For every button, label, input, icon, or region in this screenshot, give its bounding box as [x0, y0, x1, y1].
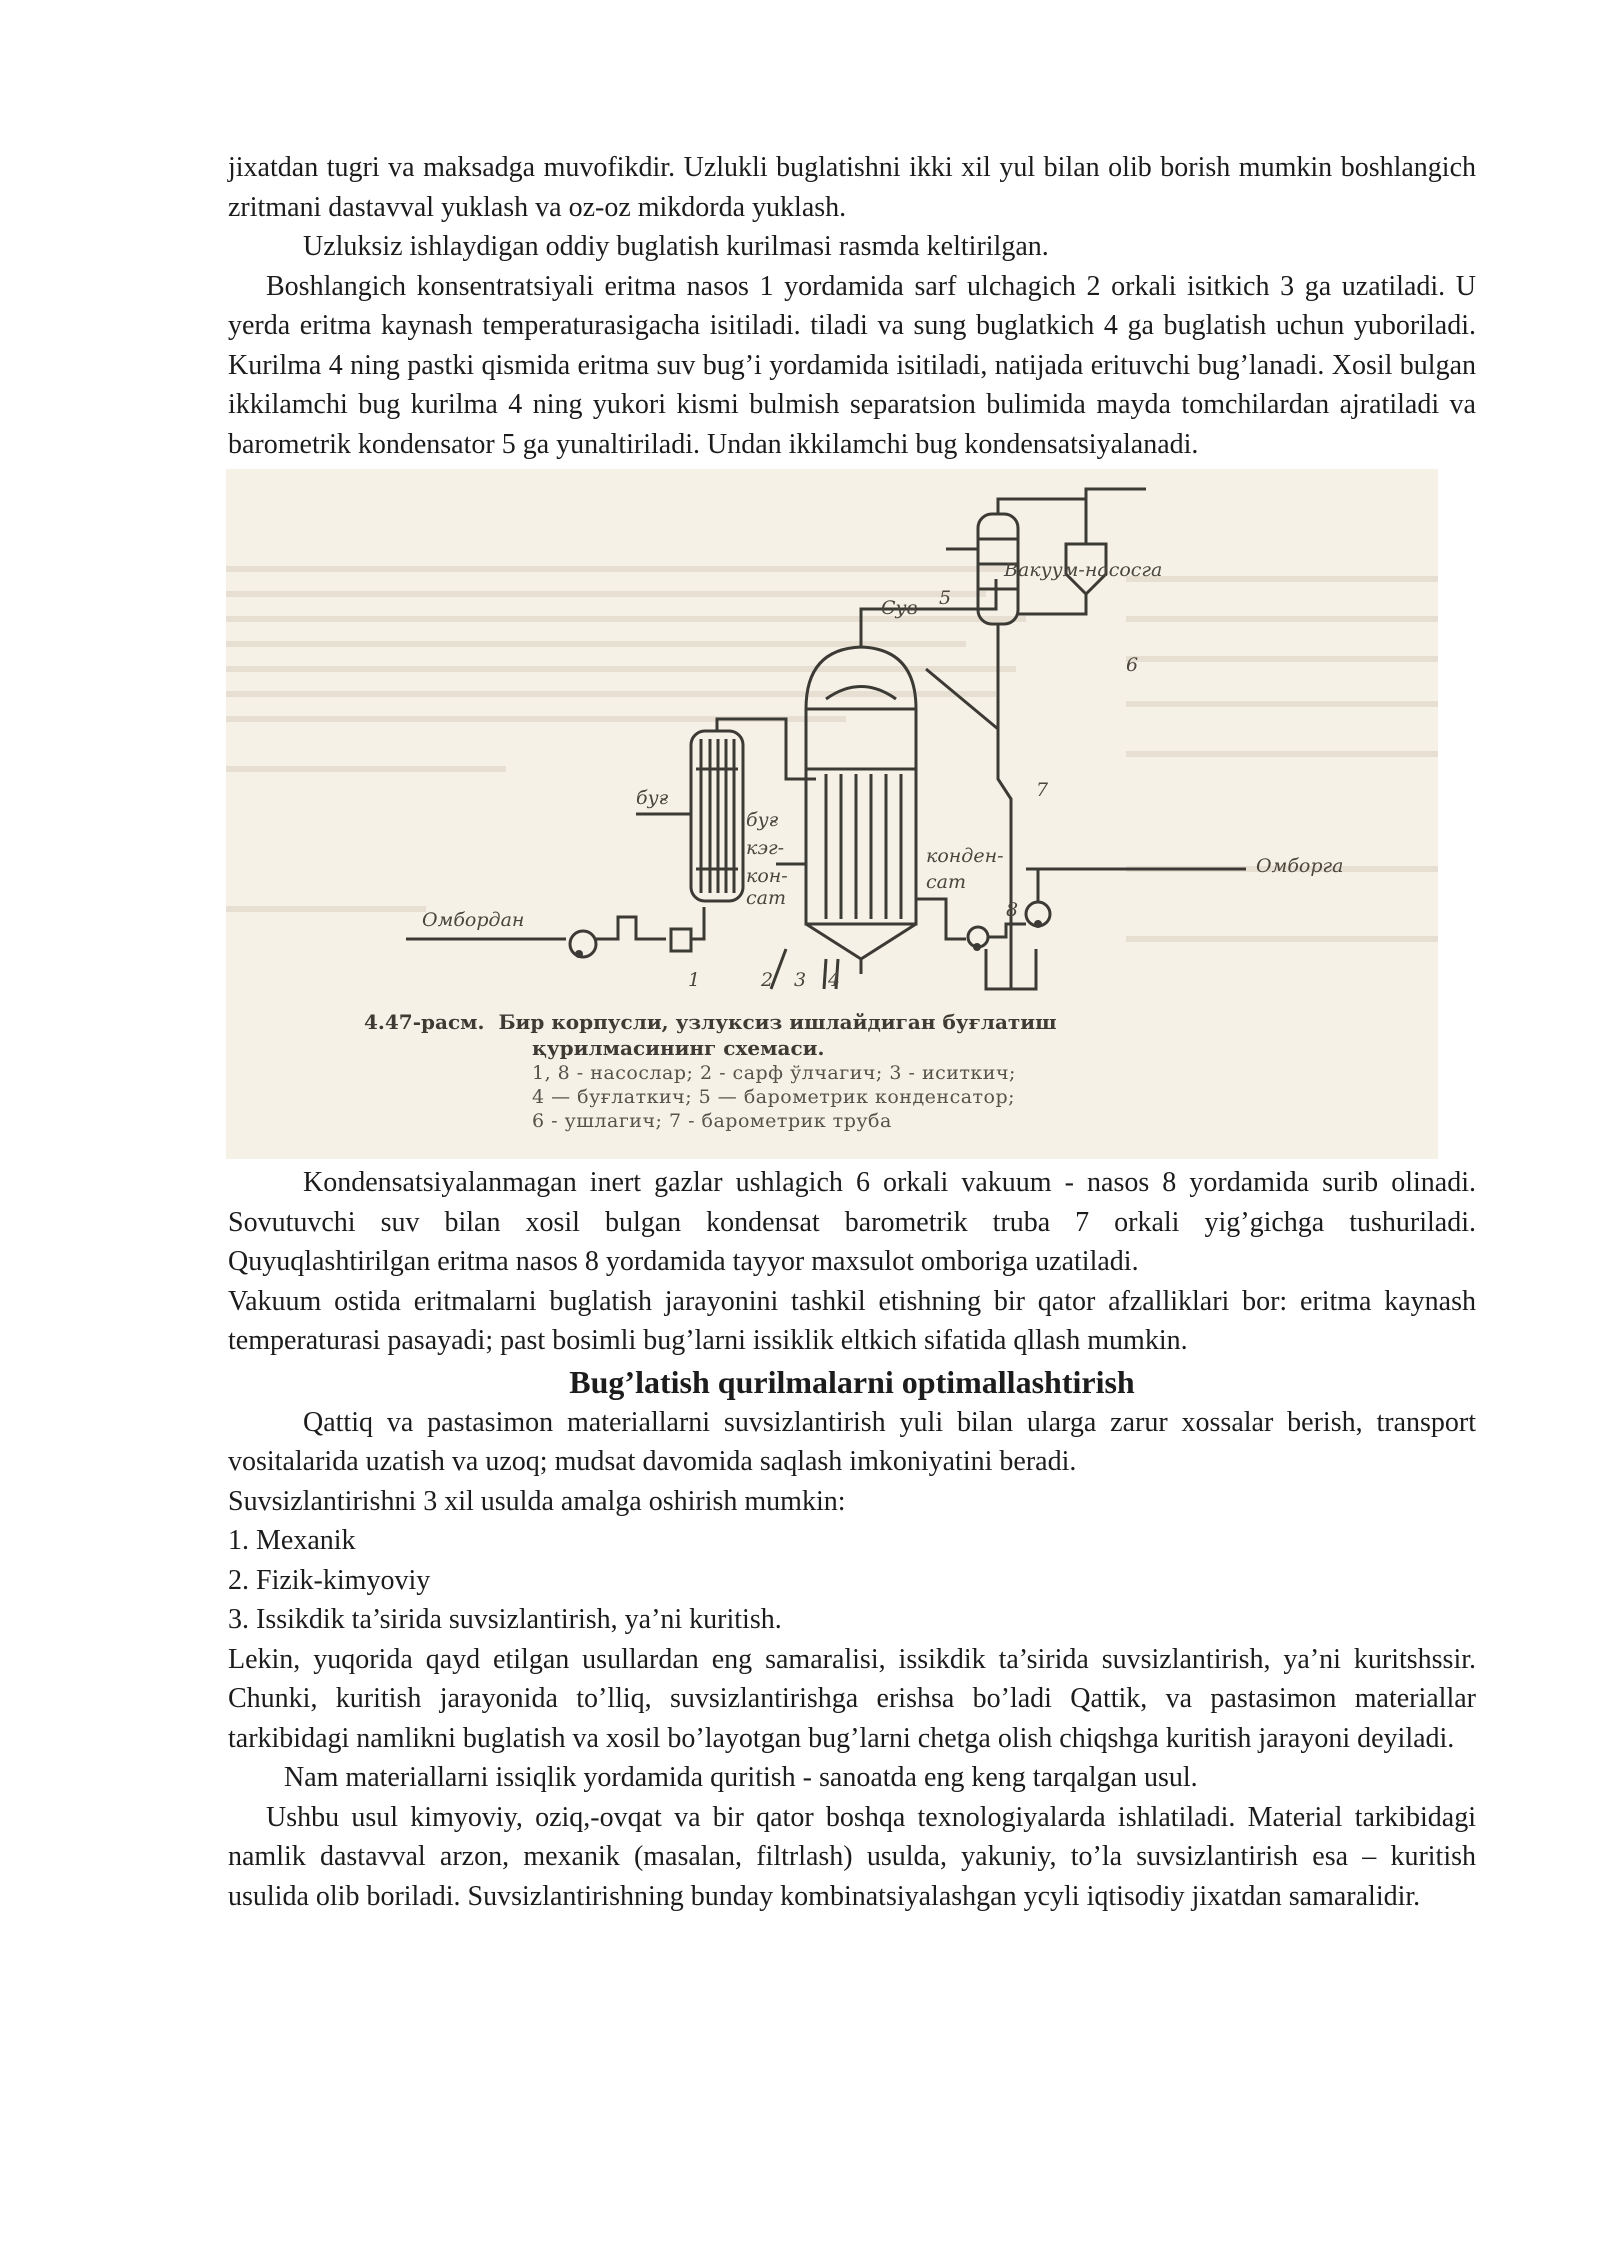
list-item: 3. Issikdik ta’sirida suvsizlantirish, ya’ni kuritish. [228, 1604, 782, 1635]
label-number-7: 7 [1036, 779, 1049, 801]
paragraph-process-description: Boshlangich konsentratsiyali eritma nasos 1 yordamida sarf ulchagich 2 orkali isitkich 3 ga uzatiladi. U yerda eritma kaynash temperaturasigacha isitiladi. tiladi va sung buglatkich 4 ga buglatish uchun yuboriladi. Kurilma 4 ning pastki qismida eritma suv bug’i yordamida isitiladi, natijada erituvchi bug’lanadi. Xosil bulgan ikkilamchi bug kurilma 4 ning yukori kismi bulmish separatsion bulimida mayda tomchilardan ajratiladi va barometrik kondensator 5 ga yunaltiriladi. Undan ikkilamchi bug kondensatsiyalanadi. [228, 270, 1476, 460]
label-number-6: 6 [1126, 654, 1139, 676]
label-water: Сув [881, 597, 918, 619]
label-steam-heater: буғ [636, 787, 669, 809]
label-steam-evaporator: буғ [746, 809, 779, 831]
paragraph-intro: jixatdan tugri va maksadga muvofikdir. Uzlukli buglatishni ikki xil yul bilan olib borish mumkin boshlangich zritmani dastavval yuklash va oz-oz mikdorda yuklash. [228, 152, 1476, 223]
label-number-1: 1 [688, 969, 701, 991]
paragraph-vacuum-advantages: Vakuum ostida eritmalarni buglatish jarayonini tashkil etishning bir qator afzalliklari bor: eritma kaynash temperaturasi pasayadi; past bosimli bug’larni issiklik eltkich sifatida qllash mumkin. [228, 1285, 1476, 1356]
label-condensate: конден- [926, 845, 1004, 867]
label-number-3: 3 [794, 969, 807, 991]
paragraph-inert-gases: Kondensatsiyalanmagan inert gazlar ushlagich 6 orkali vakuum - nasos 8 yordamida surib olinadi. Sovutuvchi suv bilan xosil bulgan kondensat barometrik truba 7 orkali yig’gichga tushuriladi. Quyuqlashtirilgan eritma nasos 8 yordamida tayyor maxsulot omboriga uzatiladi. [228, 1167, 1476, 1277]
list-item: 2. Fizik-kimyoviy [228, 1564, 431, 1596]
paragraph-most-effective: Lekin, yuqorida qayd etilgan usullardan eng samaralisi, issikdik ta’sirida suvsizlantirish, ya’ni kuritshssir. Chunki, kuritish jarayonida to’lliq, suvsizlantirishga erishsa bo’ladi Qattik, va pastasimon materiallar tarkibidagi namlikni buglatish va xosil bo’layotgan bug’larni chetga olish chiqshga kuritish jarayoni deyiladi. [228, 1643, 1476, 1754]
paragraph-continuous-evaporator: Uzluksiz ishlaydigan oddiy buglatish kurilmasi rasmda keltirilgan. [303, 231, 1049, 262]
document-page [228, 148, 1476, 1916]
section-heading: Bug’latish qurilmalarni optimallashtirish [569, 1363, 1135, 1400]
figure-caption [364, 1009, 1057, 1133]
label-concentrate: кон- [746, 865, 788, 887]
paragraph-drying-intro: Qattiq va pastasimon materiallarni suvsizlantirish yuli bilan ularga zarur xossalar berish, transport vositalarida uzatish va uzoq; mudsat davomida saqlash imkoniyatini beradi. [228, 1406, 1476, 1477]
paragraph-methods-intro: Suvsizlantirishni 3 xil usulda amalga oshirish mumkin: [228, 1485, 846, 1517]
label-from-warehouse: Омбордан [422, 909, 525, 931]
label-concentrate-2: сат [746, 887, 786, 909]
label-to-warehouse: Омборга [1256, 855, 1344, 877]
figure-title-line1: Бир корпусли, узлуксиз ишлайдиган буғлатиш [498, 1010, 1057, 1034]
figure-legend-line: 6 - ушлагич; 7 - барометрик труба [532, 1110, 892, 1132]
figure-number: 4.47-расм. [364, 1010, 485, 1034]
figure-legend-line: 4 — буғлаткич; 5 — барометрик конденсатор; [532, 1086, 1016, 1108]
label-to-vacuum-pump: Вакуум-насосга [1004, 559, 1163, 581]
list-item: 1. Mexanik [228, 1525, 356, 1556]
figure-title-line2: қурилмасининг схемаси. [532, 1036, 825, 1060]
label-condensate-2: сат [926, 871, 966, 893]
paragraph-usage: Ushbu usul kimyoviy, oziq,-ovqat va bir qator boshqa texnologiyalarda ishlatiladi. Material tarkibidagi namlik dastavval arzon, mexanik (masalan, filtrlash) usulda, yakuniy, to’la suvsizlantirish esa – kuritish usulida olib boriladi. Suvsizlantirishning bunday kombinatsiyalashgan ycyli iqtisodiy jixatdan samaralidir. [228, 1801, 1476, 1912]
evaporator-scheme-figure [226, 469, 1438, 1159]
label-number-8: 8 [1006, 899, 1019, 921]
label-condensate-short: кэг- [746, 837, 785, 859]
label-number-2: 2 [761, 969, 774, 991]
label-number-5: 5 [939, 587, 952, 609]
paragraph-wet-materials: Nam materiallarni issiqlik yordamida quritish - sanoatda eng keng tarqalgan usul. [284, 1762, 1198, 1793]
label-number-4: 4 [828, 969, 841, 991]
figure-legend-line: 1, 8 - насослар; 2 - сарф ўлчагич; 3 - иситкич; [532, 1062, 1016, 1084]
bleed-through-lines [226, 569, 1438, 939]
